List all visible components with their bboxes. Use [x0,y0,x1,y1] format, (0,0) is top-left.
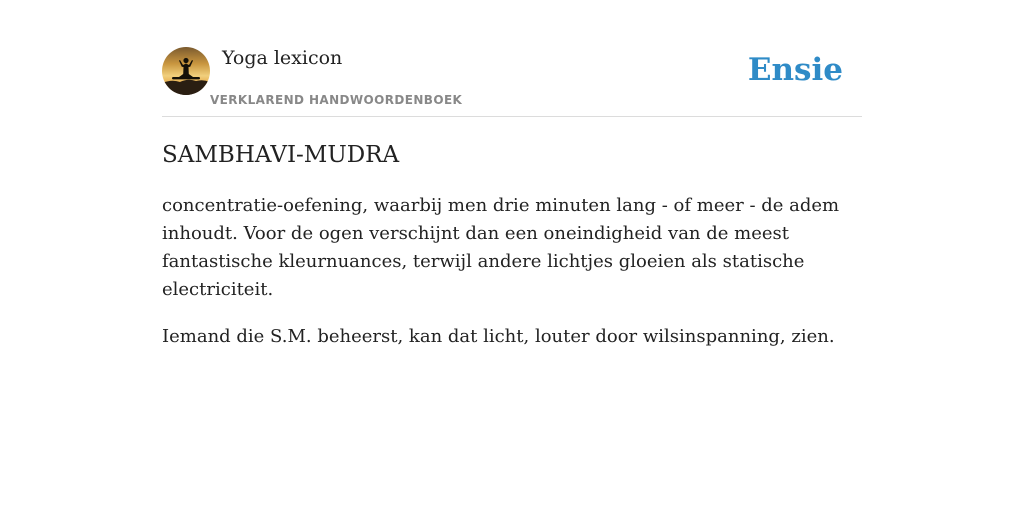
ensie-brand-logo[interactable]: Ensie [747,52,843,88]
yoga-meditation-silhouette-icon [162,47,210,95]
lexicon-title-link[interactable]: Yoga lexicon [222,47,343,69]
page-container [162,0,862,347]
definition-paragraph: concentratie-oefening, waarbij men drie minuten lang - of meer - de adem inhoudt. Voor de ogen verschijnt dan een oneindigheid van de meest fantastische kleurnuances, terwijl andere lichtjes gloeien als statische electriciteit. [162,195,840,300]
entry-term-heading: SAMBHAVI-MUDRA [162,142,400,168]
lexicon-header [162,0,862,117]
lexicon-avatar[interactable] [162,47,210,95]
definition-paragraph: Iemand die S.M. beheerst, kan dat licht, louter door wilsinspanning, zien. [162,326,835,347]
entry-definition [162,192,852,370]
lexicon-subtitle: VERKLAREND HANDWOORDENBOEK [210,93,463,107]
